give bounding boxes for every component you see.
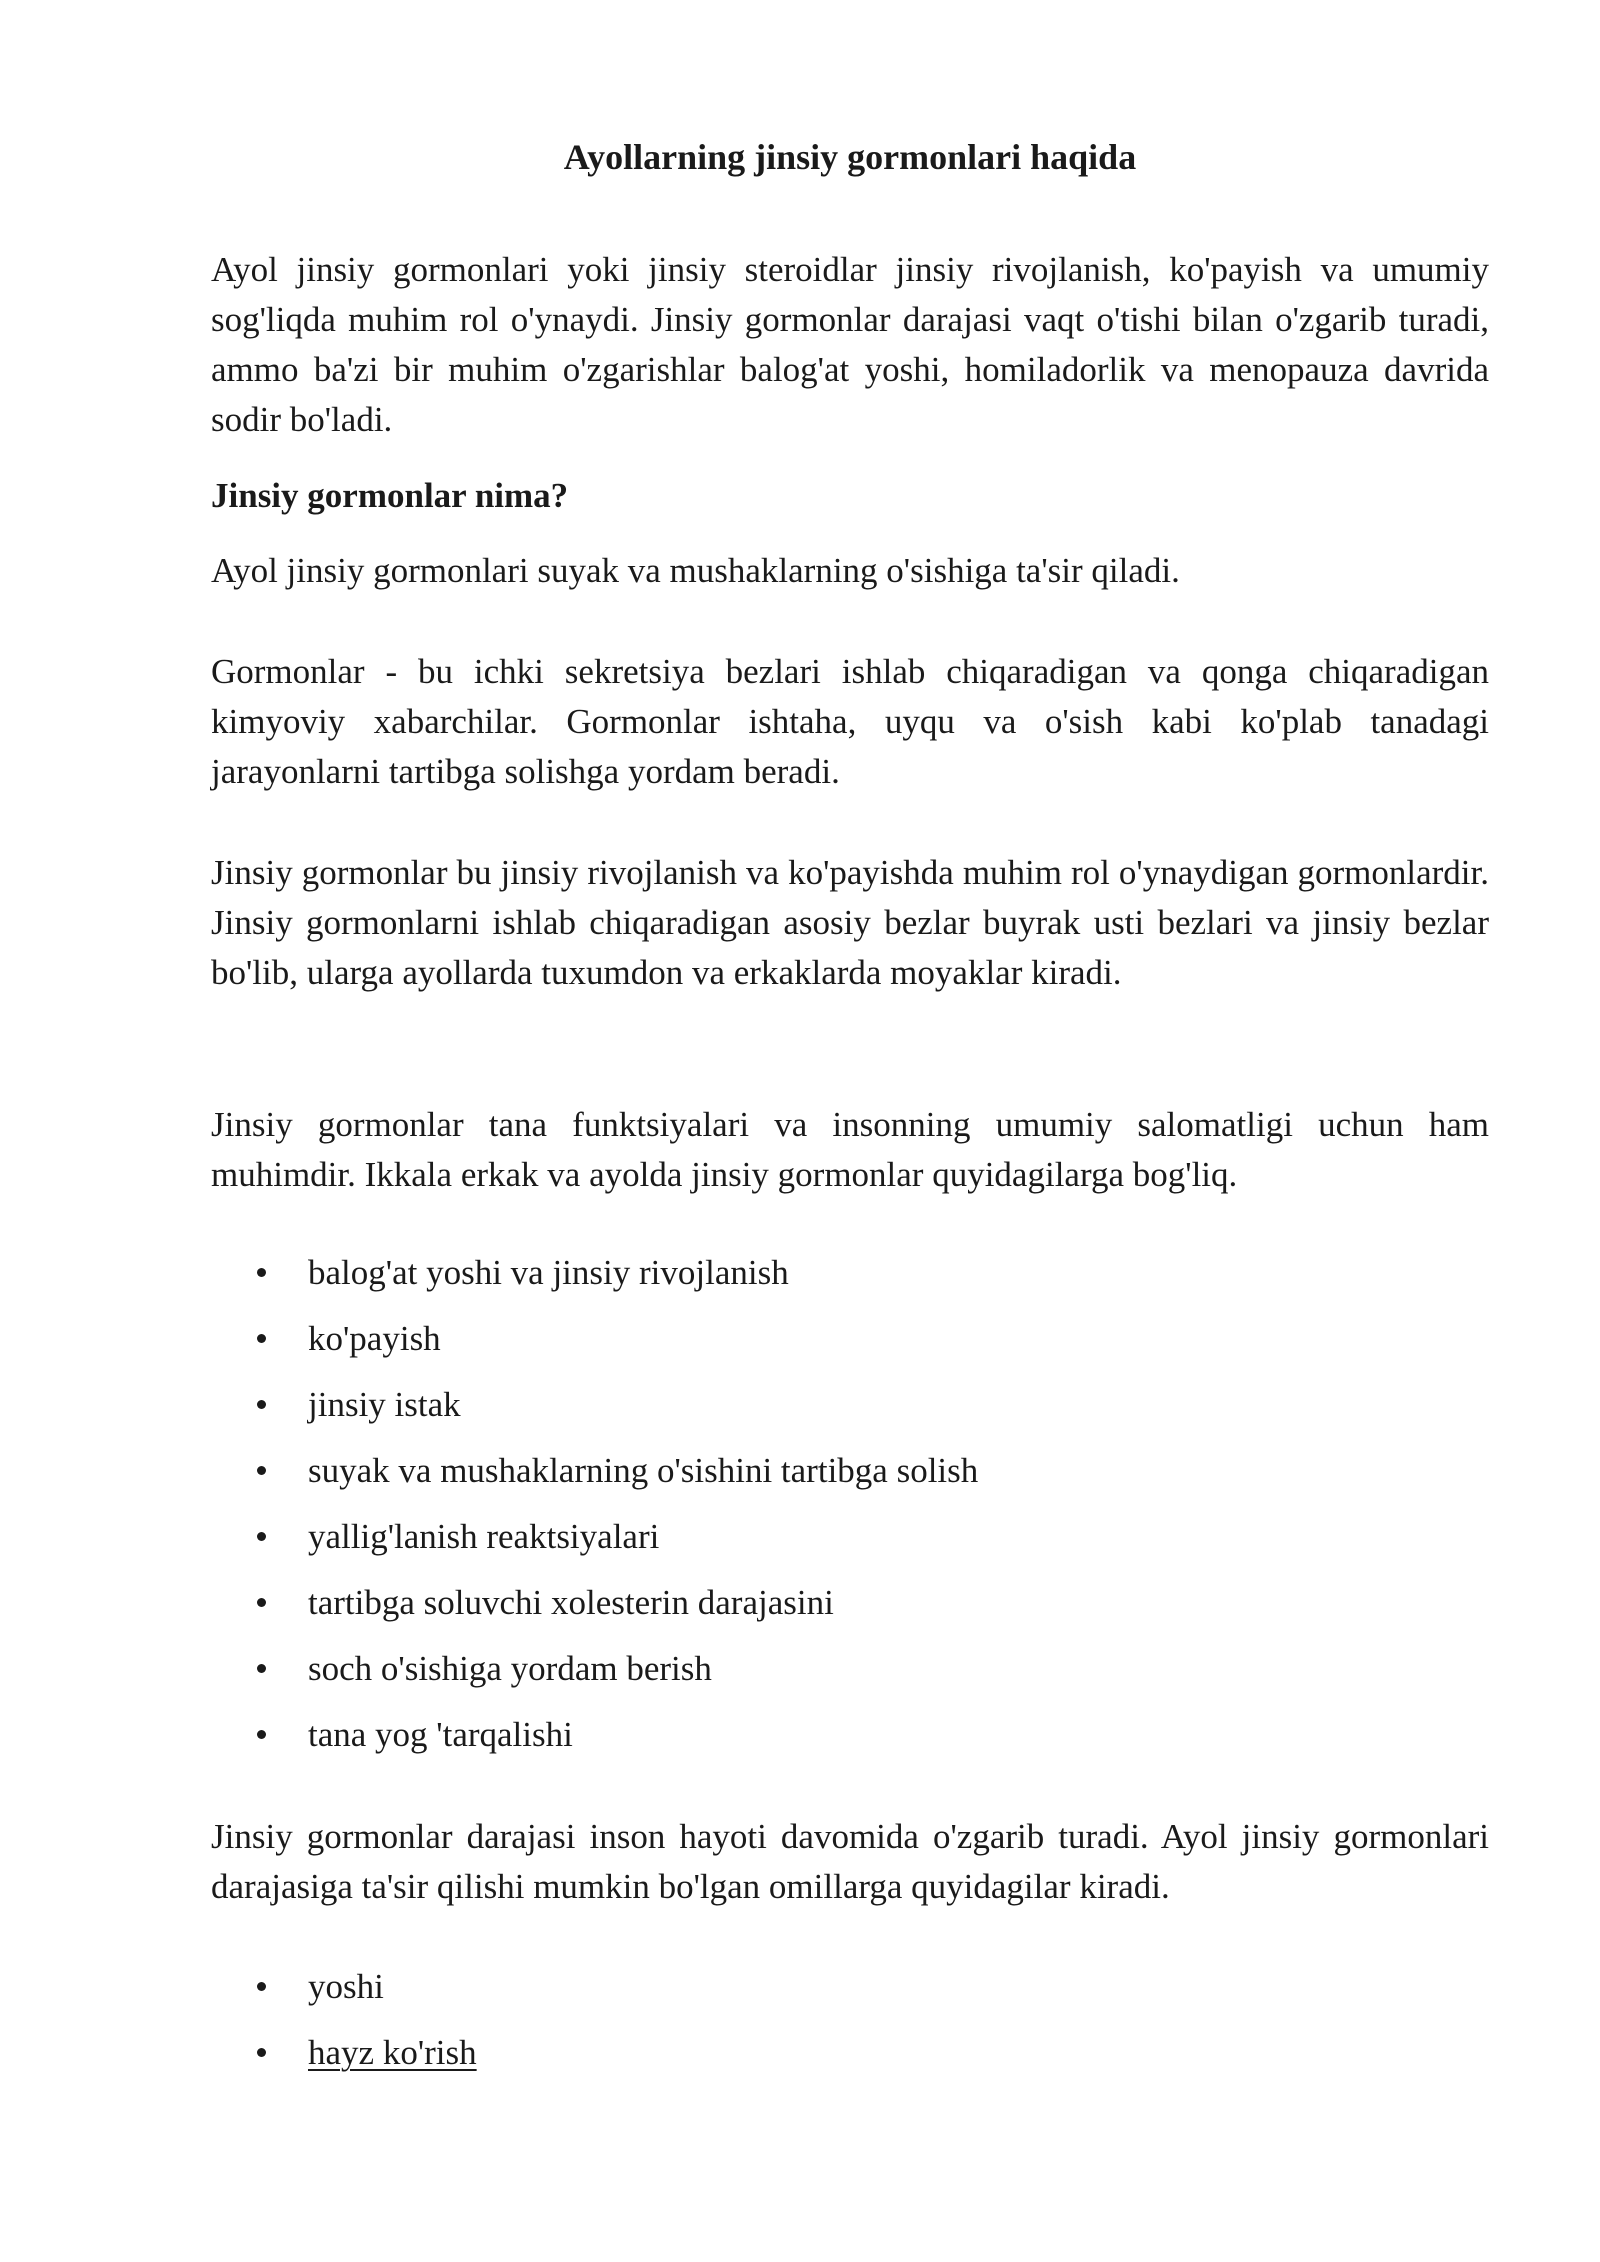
bullet-list-2 xyxy=(211,1962,1489,2094)
paragraph-2: Gormonlar - bu ichki sekretsiya bezlari ishlab chiqaradigan va qonga chiqaradigan kimyoviy xabarchilar. Gormonlar ishtaha, uyqu va o'sish kabi ko'plab tanadagi jarayonlarni tartibga solishga yordam beradi. xyxy=(211,652,1489,791)
list-item-text: yoshi xyxy=(308,1967,384,2006)
bullet-icon xyxy=(257,1334,266,1343)
list-item xyxy=(211,1446,1489,1512)
bullet-icon xyxy=(257,1400,266,1409)
bullet-icon xyxy=(257,1982,266,1991)
list-item xyxy=(211,2028,1489,2094)
list-item-text: soch o'sishiga yordam berish xyxy=(308,1649,712,1688)
list-item xyxy=(211,1314,1489,1380)
list-item xyxy=(211,1644,1489,1710)
paragraph-3: Jinsiy gormonlar bu jinsiy rivojlanish va ko'payishda muhim rol o'ynaydigan gormonlardir. Jinsiy gormonlarni ishlab chiqaradigan asosiy bezlar buyrak usti bezlari va jinsiy bezlar bo'lib, ularga ayollarda tuxumdon va erkaklarda moyaklar kiradi. xyxy=(211,853,1489,992)
list-item-text: balog'at yoshi va jinsiy rivojlanish xyxy=(308,1253,789,1292)
list-item xyxy=(211,1962,1489,2028)
bullet-icon xyxy=(257,1730,266,1739)
bullet-icon xyxy=(257,2048,266,2057)
list-item xyxy=(211,1248,1489,1314)
list-item-text: suyak va mushaklarning o'sishini tartibga solish xyxy=(308,1451,979,1490)
list-item xyxy=(211,1710,1489,1776)
bullet-icon xyxy=(257,1664,266,1673)
list-item xyxy=(211,1512,1489,1578)
bullet-list-1 xyxy=(211,1248,1489,1776)
intro-paragraph: Ayol jinsiy gormonlari yoki jinsiy steroidlar jinsiy rivojlanish, ko'payish va umumiy sog'liqda muhim rol o'ynaydi. Jinsiy gormonlar darajasi vaqt o'tishi bilan o'zgarib turadi, ammo ba'zi bir muhim o'zgarishlar balog'at yoshi, homiladorlik va menopauza davrida sodir bo'ladi. xyxy=(211,250,1489,439)
list-item-text: yallig'lanish reaktsiyalari xyxy=(308,1517,660,1556)
list-item-text: tana yog 'tarqalishi xyxy=(308,1715,573,1754)
list-item xyxy=(211,1380,1489,1446)
section-heading: Jinsiy gormonlar nima? xyxy=(211,476,569,515)
list-item-text: jinsiy istak xyxy=(308,1385,461,1424)
paragraph-4: Jinsiy gormonlar tana funktsiyalari va insonning umumiy salomatligi uchun ham muhimdir. Ikkala erkak va ayolda jinsiy gormonlar quyidagilarga bog'liq. xyxy=(211,1105,1489,1194)
document-title: Ayollarning jinsiy gormonlari haqida xyxy=(563,137,1137,177)
bullet-icon xyxy=(257,1268,266,1277)
list-item-text: tartibga soluvchi xolesterin darajasini xyxy=(308,1583,834,1622)
list-item-text: ko'payish xyxy=(308,1319,441,1358)
bullet-icon xyxy=(257,1532,266,1541)
bullet-icon xyxy=(257,1598,266,1607)
paragraph-5: Jinsiy gormonlar darajasi inson hayoti davomida o'zgarib turadi. Ayol jinsiy gormonlari darajasiga ta'sir qilishi mumkin bo'lgan omillarga quyidagilar kiradi. xyxy=(211,1817,1489,1906)
paragraph-1: Ayol jinsiy gormonlari suyak va mushaklarning o'sishiga ta'sir qiladi. xyxy=(211,551,1180,590)
hayz-korish-link[interactable]: hayz ko'rish xyxy=(308,2033,477,2072)
bullet-icon xyxy=(257,1466,266,1475)
list-item xyxy=(211,1578,1489,1644)
